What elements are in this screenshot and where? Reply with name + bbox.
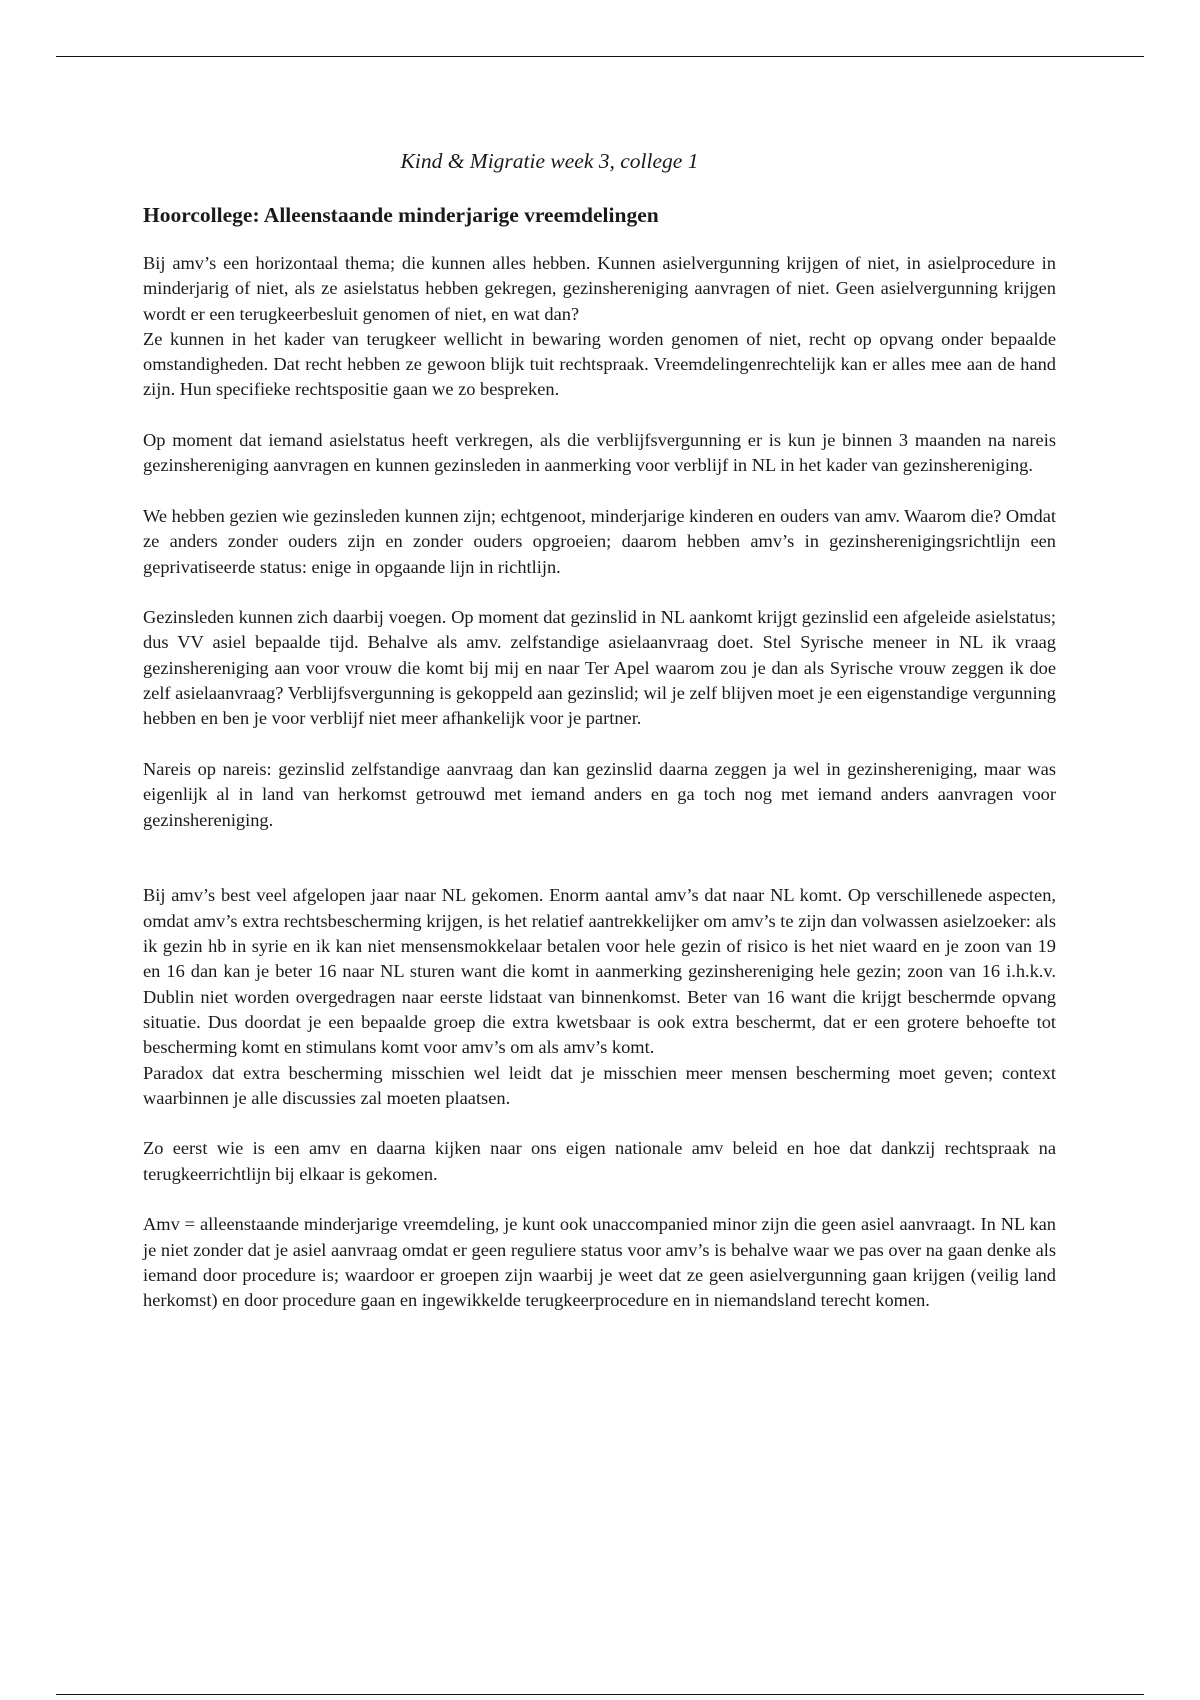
text-block — [143, 504, 1056, 580]
paragraph: Ze kunnen in het kader van terugkeer wellicht in bewaring worden genomen of niet, recht op opvang onder bepaalde omstandigheden. Dat recht hebben ze gewoon blijk tuit rechtspraak. Vreemdelingenrechtelijk kan er alles mee aan de hand zijn. Hun specifieke rechtspositie gaan we zo bespreken. — [143, 328, 1056, 400]
paragraph: Bij amv’s best veel afgelopen jaar naar NL gekomen. Enorm aantal amv’s dat naar NL komt. Op verschillenede aspecten, omdat amv’s extra rechtsbescherming krijgen, is het relatief aantrekkelijker om amv’s te zijn dan volwassen asielzoeker: als ik gezin hb in syrie en ik kan niet mensensmokkelaar betalen voor hele gezin of risico is het niet waard en je zoon van 19 en 16 dan kan je beter 16 naar NL sturen want die komt in aanmerking gezinshereniging hele gezin; zoon van 16 i.h.k.v. Dublin niet worden overgedragen naar eerste lidstaat van binnenkomst. Beter van 16 want die krijgt beschermde opvang situatie. Dus doordat je een bepaalde groep die extra kwetsbaar is ook extra beschermt, dat er een grotere behoefte tot bescherming komt en stimulans komt voor amv’s om als amv’s komt. — [143, 885, 1056, 1058]
text-block — [143, 605, 1056, 731]
text-block — [143, 428, 1056, 479]
document-body — [143, 144, 1056, 1313]
paragraph: Paradox dat extra bescherming misschien wel leidt dat je misschien meer mensen bescherming moet geven; context waarbinnen je alle discussies zal moeten plaatsen. — [143, 1062, 1056, 1108]
text-block — [143, 1136, 1056, 1187]
text-block — [143, 1212, 1056, 1313]
paragraph: Gezinsleden kunnen zich daarbij voegen. Op moment dat gezinslid in NL aankomt krijgt gezinslid een afgeleide asielstatus; dus VV asiel bepaalde tijd. Behalve als amv. zelfstandige asielaanvraag doet. Stel Syrische meneer in NL ik vraag gezinshereniging aan voor vrouw die komt bij mij en naar Ter Apel waarom zou je dan als Syrische vrouw zeggen ik doe zelf asielaanvraag? Verblijfsvergunning is gekoppeld aan gezinslid; wil je zelf blijven moet je een eigenstandige vergunning hebben en ben je voor verblijf niet meer afhankelijk voor je partner. — [143, 607, 1056, 729]
paragraph: Bij amv’s een horizontaal thema; die kunnen alles hebben. Kunnen asielvergunning krijgen of niet, in asielprocedure in minderjarig of niet, als ze asielstatus hebben gekregen, gezinshereniging aanvragen of niet. Geen asielvergunning krijgen wordt er een terugkeerbesluit genomen of niet, en wat dan? — [143, 253, 1056, 324]
text-block — [143, 757, 1056, 833]
paragraph: Op moment dat iemand asielstatus heeft verkregen, als die verblijfsvergunning er is kun je binnen 3 maanden na nareis gezinshereniging aanvragen en kunnen gezinsleden in aanmerking voor verblijf in NL in het kader van gezinshereniging. — [143, 430, 1056, 476]
paragraph: Amv = alleenstaande minderjarige vreemdeling, je kunt ook unaccompanied minor zijn die geen asiel aanvraagt. In NL kan je niet zonder dat je asiel aanvraag omdat er geen reguliere status voor amv’s is behalve waar we pas over na gaan denke als iemand door procedure is; waardoor er groepen zijn waarbij je weet dat ze geen asielvergunning gaan krijgen (veilig land herkomst) en door procedure gaan en ingewikkelde terugkeerprocedure en in niemandsland terecht komen. — [143, 1214, 1056, 1311]
paragraph: We hebben gezien wie gezinsleden kunnen zijn; echtgenoot, minderjarige kinderen en ouders van amv. Waarom die? Omdat ze anders zonder ouders zijn en zonder ouders opgroeien; daarom hebben amv’s in gezinsherenigingsrichtlijn een geprivatiseerde status: enige in opgaande lijn in richtlijn. — [143, 505, 1056, 577]
paragraph: Zo eerst wie is een amv en daarna kijken naar ons eigen nationale amv beleid en hoe dat dankzij rechtspraak na terugkeerrichtlijn bij elkaar is gekomen. — [143, 1138, 1056, 1184]
bottom-rule — [56, 1694, 1144, 1695]
top-rule — [56, 56, 1144, 57]
text-block — [143, 251, 1056, 403]
paragraph: Nareis op nareis: gezinslid zelfstandige aanvraag dan kan gezinslid daarna zeggen ja wel in gezinshereniging, maar was eigenlijk al in land van herkomst getrouwd met iemand anders en ga toch nog met iemand anders aanvragen voor gezinshereniging. — [143, 758, 1056, 830]
document-heading: Hoorcollege: Alleenstaande minderjarige vreemdelingen — [143, 203, 659, 227]
document-title: Kind & Migratie week 3, college 1 — [400, 149, 699, 173]
text-block — [143, 883, 1056, 1111]
